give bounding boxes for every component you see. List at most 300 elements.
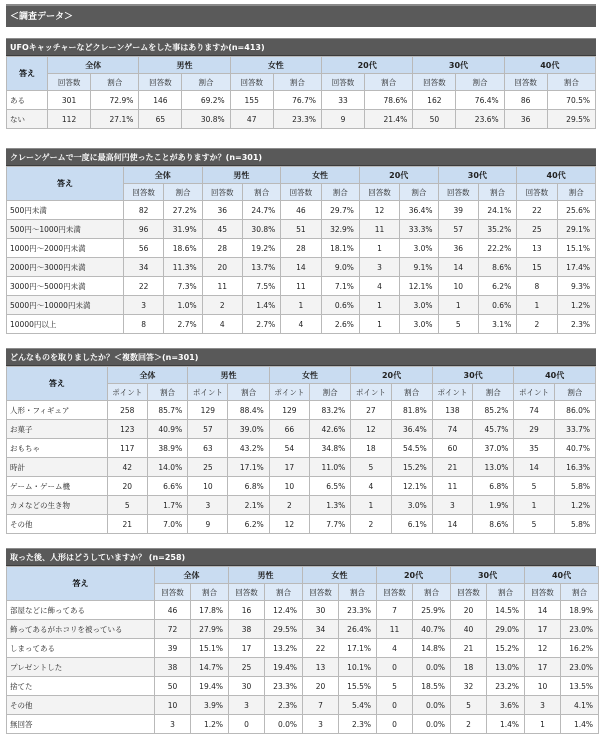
count-cell: 57 [438, 220, 478, 239]
ratio-cell: 34.8% [310, 439, 351, 458]
ratio-cell: 13.0% [487, 658, 525, 677]
ratio-cell: 27.9% [191, 620, 229, 639]
ratio-cell: 2.3% [339, 715, 377, 734]
count-header: 回答数 [504, 74, 547, 91]
ratio-header: 割合 [473, 384, 514, 401]
count-cell: 36 [202, 201, 242, 220]
count-cell: 10 [438, 277, 478, 296]
ratio-cell: 17.4% [557, 258, 595, 277]
count-cell: 11 [359, 220, 399, 239]
count-cell: 22 [517, 201, 557, 220]
table-row [7, 715, 599, 734]
ratio-cell: 1.2% [191, 715, 229, 734]
count-cell: 3 [123, 296, 163, 315]
data-table [6, 566, 599, 734]
ratio-cell: 2.7% [164, 315, 202, 334]
ratio-cell: 13.2% [265, 639, 303, 658]
question-title: 取った後、人形はどうしていますか？ (n=258) [6, 548, 596, 566]
count-cell: 25 [229, 658, 265, 677]
survey-section-crane-experience [6, 38, 596, 129]
count-header: ポイント [514, 384, 554, 401]
count-cell: 47 [230, 110, 273, 129]
count-cell: 12 [351, 420, 391, 439]
ratio-header: 割合 [273, 74, 321, 91]
count-cell: 38 [229, 620, 265, 639]
ratio-cell: 3.0% [400, 296, 438, 315]
ratio-header: 割合 [91, 74, 139, 91]
survey-section-doll-handling [6, 548, 596, 734]
count-cell: 1 [351, 496, 391, 515]
count-cell: 123 [107, 420, 147, 439]
ratio-cell: 29.1% [557, 220, 595, 239]
count-cell: 14 [525, 601, 561, 620]
ratio-header: 割合 [561, 584, 599, 601]
ratio-header: 割合 [554, 384, 595, 401]
count-cell: 21 [451, 639, 487, 658]
count-cell: 10 [155, 696, 191, 715]
ratio-cell: 45.7% [473, 420, 514, 439]
ratio-cell: 1.2% [557, 296, 595, 315]
count-cell: 20 [303, 677, 339, 696]
count-cell: 46 [155, 601, 191, 620]
header-row-groups [7, 167, 596, 184]
ratio-cell: 70.5% [547, 91, 595, 110]
row-label: 3000円～5000円未満 [7, 277, 124, 296]
table-row [7, 620, 599, 639]
count-header: ポイント [432, 384, 472, 401]
table-row [7, 677, 599, 696]
count-cell: 82 [123, 201, 163, 220]
ratio-header: 割合 [478, 184, 516, 201]
ratio-header: 割合 [321, 184, 359, 201]
ratio-cell: 83.2% [310, 401, 351, 420]
row-label: お菓子 [7, 420, 108, 439]
ratio-header: 割合 [182, 74, 230, 91]
row-label: その他 [7, 696, 155, 715]
count-cell: 258 [107, 401, 147, 420]
count-header: ポイント [269, 384, 309, 401]
count-cell: 2 [517, 315, 557, 334]
answer-header: 答え [7, 57, 48, 91]
table-row [7, 315, 596, 334]
question-title: UFOキャッチャーなどクレーンゲームをした事はありますか(n=413) [6, 38, 596, 56]
count-cell: 30 [229, 677, 265, 696]
ratio-header: 割合 [164, 184, 202, 201]
ratio-header: 割合 [310, 384, 351, 401]
group-header: 全体 [155, 567, 229, 584]
table-row [7, 420, 596, 439]
ratio-cell: 0.0% [413, 696, 451, 715]
count-cell: 3 [229, 696, 265, 715]
group-header: 男性 [188, 367, 270, 384]
ratio-cell: 1.2% [554, 496, 595, 515]
row-label: カメなどの生き物 [7, 496, 108, 515]
group-header: 30代 [451, 567, 525, 584]
ratio-cell: 85.7% [147, 401, 187, 420]
ratio-cell: 18.6% [164, 239, 202, 258]
group-header: 男性 [202, 167, 281, 184]
count-cell: 11 [202, 277, 242, 296]
ratio-cell: 2.1% [228, 496, 269, 515]
count-cell: 1 [359, 239, 399, 258]
count-cell: 28 [202, 239, 242, 258]
count-cell: 50 [413, 110, 456, 129]
count-cell: 22 [303, 639, 339, 658]
count-cell: 5 [107, 496, 147, 515]
ratio-cell: 29.7% [321, 201, 359, 220]
ratio-cell: 11.3% [164, 258, 202, 277]
group-header: 全体 [123, 167, 202, 184]
count-cell: 0 [377, 658, 413, 677]
ratio-header: 割合 [547, 74, 595, 91]
group-header: 40代 [514, 367, 596, 384]
header-row-sub [7, 74, 596, 91]
count-cell: 50 [155, 677, 191, 696]
count-cell: 7 [303, 696, 339, 715]
ratio-cell: 12.4% [265, 601, 303, 620]
ratio-cell: 6.8% [228, 477, 269, 496]
ratio-cell: 0.6% [478, 296, 516, 315]
count-cell: 14 [432, 515, 472, 534]
count-cell: 20 [202, 258, 242, 277]
ratio-cell: 72.9% [91, 91, 139, 110]
count-cell: 29 [514, 420, 554, 439]
ratio-cell: 88.4% [228, 401, 269, 420]
ratio-cell: 18.5% [413, 677, 451, 696]
ratio-cell: 23.0% [561, 620, 599, 639]
count-cell: 54 [269, 439, 309, 458]
data-table [6, 56, 596, 129]
ratio-cell: 3.6% [487, 696, 525, 715]
row-label: 500円未満 [7, 201, 124, 220]
ratio-cell: 19.4% [191, 677, 229, 696]
ratio-header: 割合 [391, 384, 432, 401]
count-cell: 13 [303, 658, 339, 677]
group-header: 男性 [229, 567, 303, 584]
row-label: おもちゃ [7, 439, 108, 458]
group-header: 男性 [139, 57, 230, 74]
ratio-cell: 86.0% [554, 401, 595, 420]
count-cell: 10 [188, 477, 228, 496]
survey-section-max-spent [6, 148, 596, 334]
table-row [7, 658, 599, 677]
count-cell: 22 [123, 277, 163, 296]
count-cell: 5 [377, 677, 413, 696]
ratio-header: 割合 [191, 584, 229, 601]
ratio-cell: 21.4% [365, 110, 413, 129]
count-cell: 1 [514, 496, 554, 515]
table-row [7, 515, 596, 534]
count-cell: 32 [451, 677, 487, 696]
ratio-header: 割合 [400, 184, 438, 201]
ratio-cell: 13.0% [473, 458, 514, 477]
ratio-cell: 40.7% [554, 439, 595, 458]
table-row [7, 296, 596, 315]
ratio-cell: 23.0% [561, 658, 599, 677]
table-row [7, 477, 596, 496]
ratio-cell: 36.4% [391, 420, 432, 439]
count-cell: 14 [438, 258, 478, 277]
count-cell: 25 [517, 220, 557, 239]
count-cell: 18 [451, 658, 487, 677]
count-cell: 155 [230, 91, 273, 110]
count-cell: 30 [303, 601, 339, 620]
count-header: ポイント [188, 384, 228, 401]
ratio-cell: 2.3% [265, 696, 303, 715]
count-cell: 14 [281, 258, 321, 277]
ratio-cell: 15.1% [557, 239, 595, 258]
count-cell: 5 [451, 696, 487, 715]
ratio-cell: 40.9% [147, 420, 187, 439]
table-row [7, 201, 596, 220]
ratio-cell: 23.3% [273, 110, 321, 129]
count-cell: 17 [525, 658, 561, 677]
ratio-cell: 15.2% [487, 639, 525, 658]
count-cell: 51 [281, 220, 321, 239]
ratio-cell: 13.5% [561, 677, 599, 696]
count-cell: 66 [269, 420, 309, 439]
ratio-cell: 5.8% [554, 515, 595, 534]
ratio-cell: 2.3% [557, 315, 595, 334]
count-cell: 5 [351, 458, 391, 477]
ratio-cell: 14.0% [147, 458, 187, 477]
ratio-header: 割合 [147, 384, 187, 401]
group-header: 20代 [351, 367, 433, 384]
count-cell: 1 [525, 715, 561, 734]
count-cell: 20 [107, 477, 147, 496]
group-header: 40代 [525, 567, 599, 584]
count-cell: 3 [359, 258, 399, 277]
row-label: 500円～1000円未満 [7, 220, 124, 239]
group-header: 30代 [432, 367, 514, 384]
count-header: 回答数 [155, 584, 191, 601]
ratio-cell: 23.2% [487, 677, 525, 696]
count-cell: 36 [504, 110, 547, 129]
ratio-cell: 1.4% [487, 715, 525, 734]
count-cell: 10 [525, 677, 561, 696]
group-header: 20代 [377, 567, 451, 584]
table-row [7, 220, 596, 239]
ratio-cell: 13.7% [242, 258, 280, 277]
row-label: 部屋などに飾ってある [7, 601, 155, 620]
ratio-cell: 2.7% [242, 315, 280, 334]
ratio-cell: 69.2% [182, 91, 230, 110]
count-cell: 17 [229, 639, 265, 658]
ratio-cell: 14.7% [191, 658, 229, 677]
ratio-cell: 6.6% [147, 477, 187, 496]
ratio-cell: 10.1% [339, 658, 377, 677]
table-row [7, 458, 596, 477]
count-cell: 21 [432, 458, 472, 477]
group-header: 全体 [48, 57, 139, 74]
ratio-cell: 37.0% [473, 439, 514, 458]
ratio-cell: 26.4% [339, 620, 377, 639]
count-cell: 1 [359, 296, 399, 315]
ratio-cell: 19.4% [265, 658, 303, 677]
ratio-cell: 35.2% [478, 220, 516, 239]
ratio-header: 割合 [413, 584, 451, 601]
ratio-header: 割合 [487, 584, 525, 601]
count-cell: 4 [359, 277, 399, 296]
ratio-cell: 6.8% [473, 477, 514, 496]
count-cell: 65 [139, 110, 182, 129]
count-cell: 7 [377, 601, 413, 620]
count-header: 回答数 [438, 184, 478, 201]
ratio-cell: 43.2% [228, 439, 269, 458]
count-cell: 12 [359, 201, 399, 220]
table-row [7, 496, 596, 515]
table-row [7, 639, 599, 658]
count-cell: 9 [188, 515, 228, 534]
header-row-groups [7, 367, 596, 384]
ratio-cell: 23.6% [456, 110, 504, 129]
ratio-cell: 5.4% [339, 696, 377, 715]
table-row [7, 258, 596, 277]
ratio-cell: 8.6% [478, 258, 516, 277]
answer-header: 答え [7, 567, 155, 601]
row-label: ゲーム・ゲーム機 [7, 477, 108, 496]
count-cell: 96 [123, 220, 163, 239]
count-cell: 4 [351, 477, 391, 496]
row-label: ある [7, 91, 48, 110]
ratio-cell: 3.1% [478, 315, 516, 334]
count-cell: 16 [229, 601, 265, 620]
row-label: 飾ってあるがホコリを被っている [7, 620, 155, 639]
ratio-cell: 3.0% [391, 496, 432, 515]
count-cell: 46 [281, 201, 321, 220]
count-cell: 36 [438, 239, 478, 258]
ratio-cell: 7.0% [147, 515, 187, 534]
count-cell: 4 [202, 315, 242, 334]
ratio-cell: 32.9% [321, 220, 359, 239]
count-cell: 34 [123, 258, 163, 277]
count-header: 回答数 [359, 184, 399, 201]
row-label: 人形・フィギュア [7, 401, 108, 420]
row-label: 2000円～3000円未満 [7, 258, 124, 277]
count-cell: 74 [514, 401, 554, 420]
count-cell: 15 [517, 258, 557, 277]
ratio-cell: 85.2% [473, 401, 514, 420]
ratio-cell: 76.7% [273, 91, 321, 110]
table-row [7, 696, 599, 715]
ratio-cell: 15.5% [339, 677, 377, 696]
ratio-cell: 1.4% [242, 296, 280, 315]
ratio-header: 割合 [365, 74, 413, 91]
ratio-cell: 8.6% [473, 515, 514, 534]
count-cell: 162 [413, 91, 456, 110]
ratio-cell: 78.6% [365, 91, 413, 110]
ratio-cell: 1.7% [147, 496, 187, 515]
ratio-cell: 7.7% [310, 515, 351, 534]
ratio-cell: 7.5% [242, 277, 280, 296]
ratio-cell: 7.3% [164, 277, 202, 296]
ratio-cell: 17.8% [191, 601, 229, 620]
count-cell: 3 [303, 715, 339, 734]
question-title: クレーンゲームで一度に最高何円使ったことがありますか？(n=301) [6, 148, 596, 166]
count-cell: 5 [514, 477, 554, 496]
group-header: 女性 [303, 567, 377, 584]
ratio-cell: 1.9% [473, 496, 514, 515]
ratio-header: 割合 [557, 184, 595, 201]
group-header: 女性 [281, 167, 360, 184]
count-cell: 8 [517, 277, 557, 296]
ratio-cell: 40.7% [413, 620, 451, 639]
ratio-cell: 14.8% [413, 639, 451, 658]
ratio-cell: 0.0% [413, 658, 451, 677]
ratio-cell: 16.2% [561, 639, 599, 658]
ratio-header: 割合 [265, 584, 303, 601]
count-cell: 301 [48, 91, 91, 110]
ratio-cell: 23.3% [265, 677, 303, 696]
ratio-cell: 9.0% [321, 258, 359, 277]
count-cell: 14 [514, 458, 554, 477]
ratio-cell: 15.2% [391, 458, 432, 477]
ratio-cell: 14.5% [487, 601, 525, 620]
ratio-cell: 25.9% [413, 601, 451, 620]
table-row [7, 91, 596, 110]
count-cell: 138 [432, 401, 472, 420]
group-header: 30代 [438, 167, 517, 184]
count-header: 回答数 [377, 584, 413, 601]
count-cell: 13 [517, 239, 557, 258]
count-cell: 39 [155, 639, 191, 658]
count-cell: 2 [269, 496, 309, 515]
count-cell: 27 [351, 401, 391, 420]
ratio-cell: 3.0% [400, 239, 438, 258]
count-header: 回答数 [517, 184, 557, 201]
count-cell: 0 [377, 696, 413, 715]
count-header: 回答数 [303, 584, 339, 601]
data-table [6, 366, 596, 534]
row-label: 捨てた [7, 677, 155, 696]
table-row [7, 239, 596, 258]
ratio-cell: 38.9% [147, 439, 187, 458]
page-title: ＜調査データ＞ [6, 4, 596, 27]
count-header: 回答数 [230, 74, 273, 91]
row-label: しまってある [7, 639, 155, 658]
ratio-cell: 30.8% [182, 110, 230, 129]
group-header: 40代 [517, 167, 596, 184]
ratio-cell: 18.9% [561, 601, 599, 620]
group-header: 女性 [269, 367, 351, 384]
ratio-cell: 29.0% [487, 620, 525, 639]
header-row-groups [7, 567, 599, 584]
count-cell: 34 [303, 620, 339, 639]
count-cell: 2 [202, 296, 242, 315]
ratio-cell: 0.0% [265, 715, 303, 734]
ratio-cell: 1.4% [561, 715, 599, 734]
count-cell: 40 [451, 620, 487, 639]
ratio-cell: 16.3% [554, 458, 595, 477]
count-cell: 3 [188, 496, 228, 515]
ratio-cell: 0.6% [321, 296, 359, 315]
ratio-cell: 15.1% [191, 639, 229, 658]
ratio-cell: 1.3% [310, 496, 351, 515]
count-cell: 12 [525, 639, 561, 658]
ratio-cell: 4.1% [561, 696, 599, 715]
ratio-cell: 6.2% [228, 515, 269, 534]
ratio-cell: 18.1% [321, 239, 359, 258]
count-cell: 2 [451, 715, 487, 734]
ratio-cell: 24.7% [242, 201, 280, 220]
ratio-cell: 17.1% [228, 458, 269, 477]
ratio-cell: 2.6% [321, 315, 359, 334]
ratio-cell: 11.0% [310, 458, 351, 477]
group-header: 20代 [359, 167, 438, 184]
ratio-cell: 29.5% [265, 620, 303, 639]
ratio-cell: 9.3% [557, 277, 595, 296]
count-header: 回答数 [229, 584, 265, 601]
